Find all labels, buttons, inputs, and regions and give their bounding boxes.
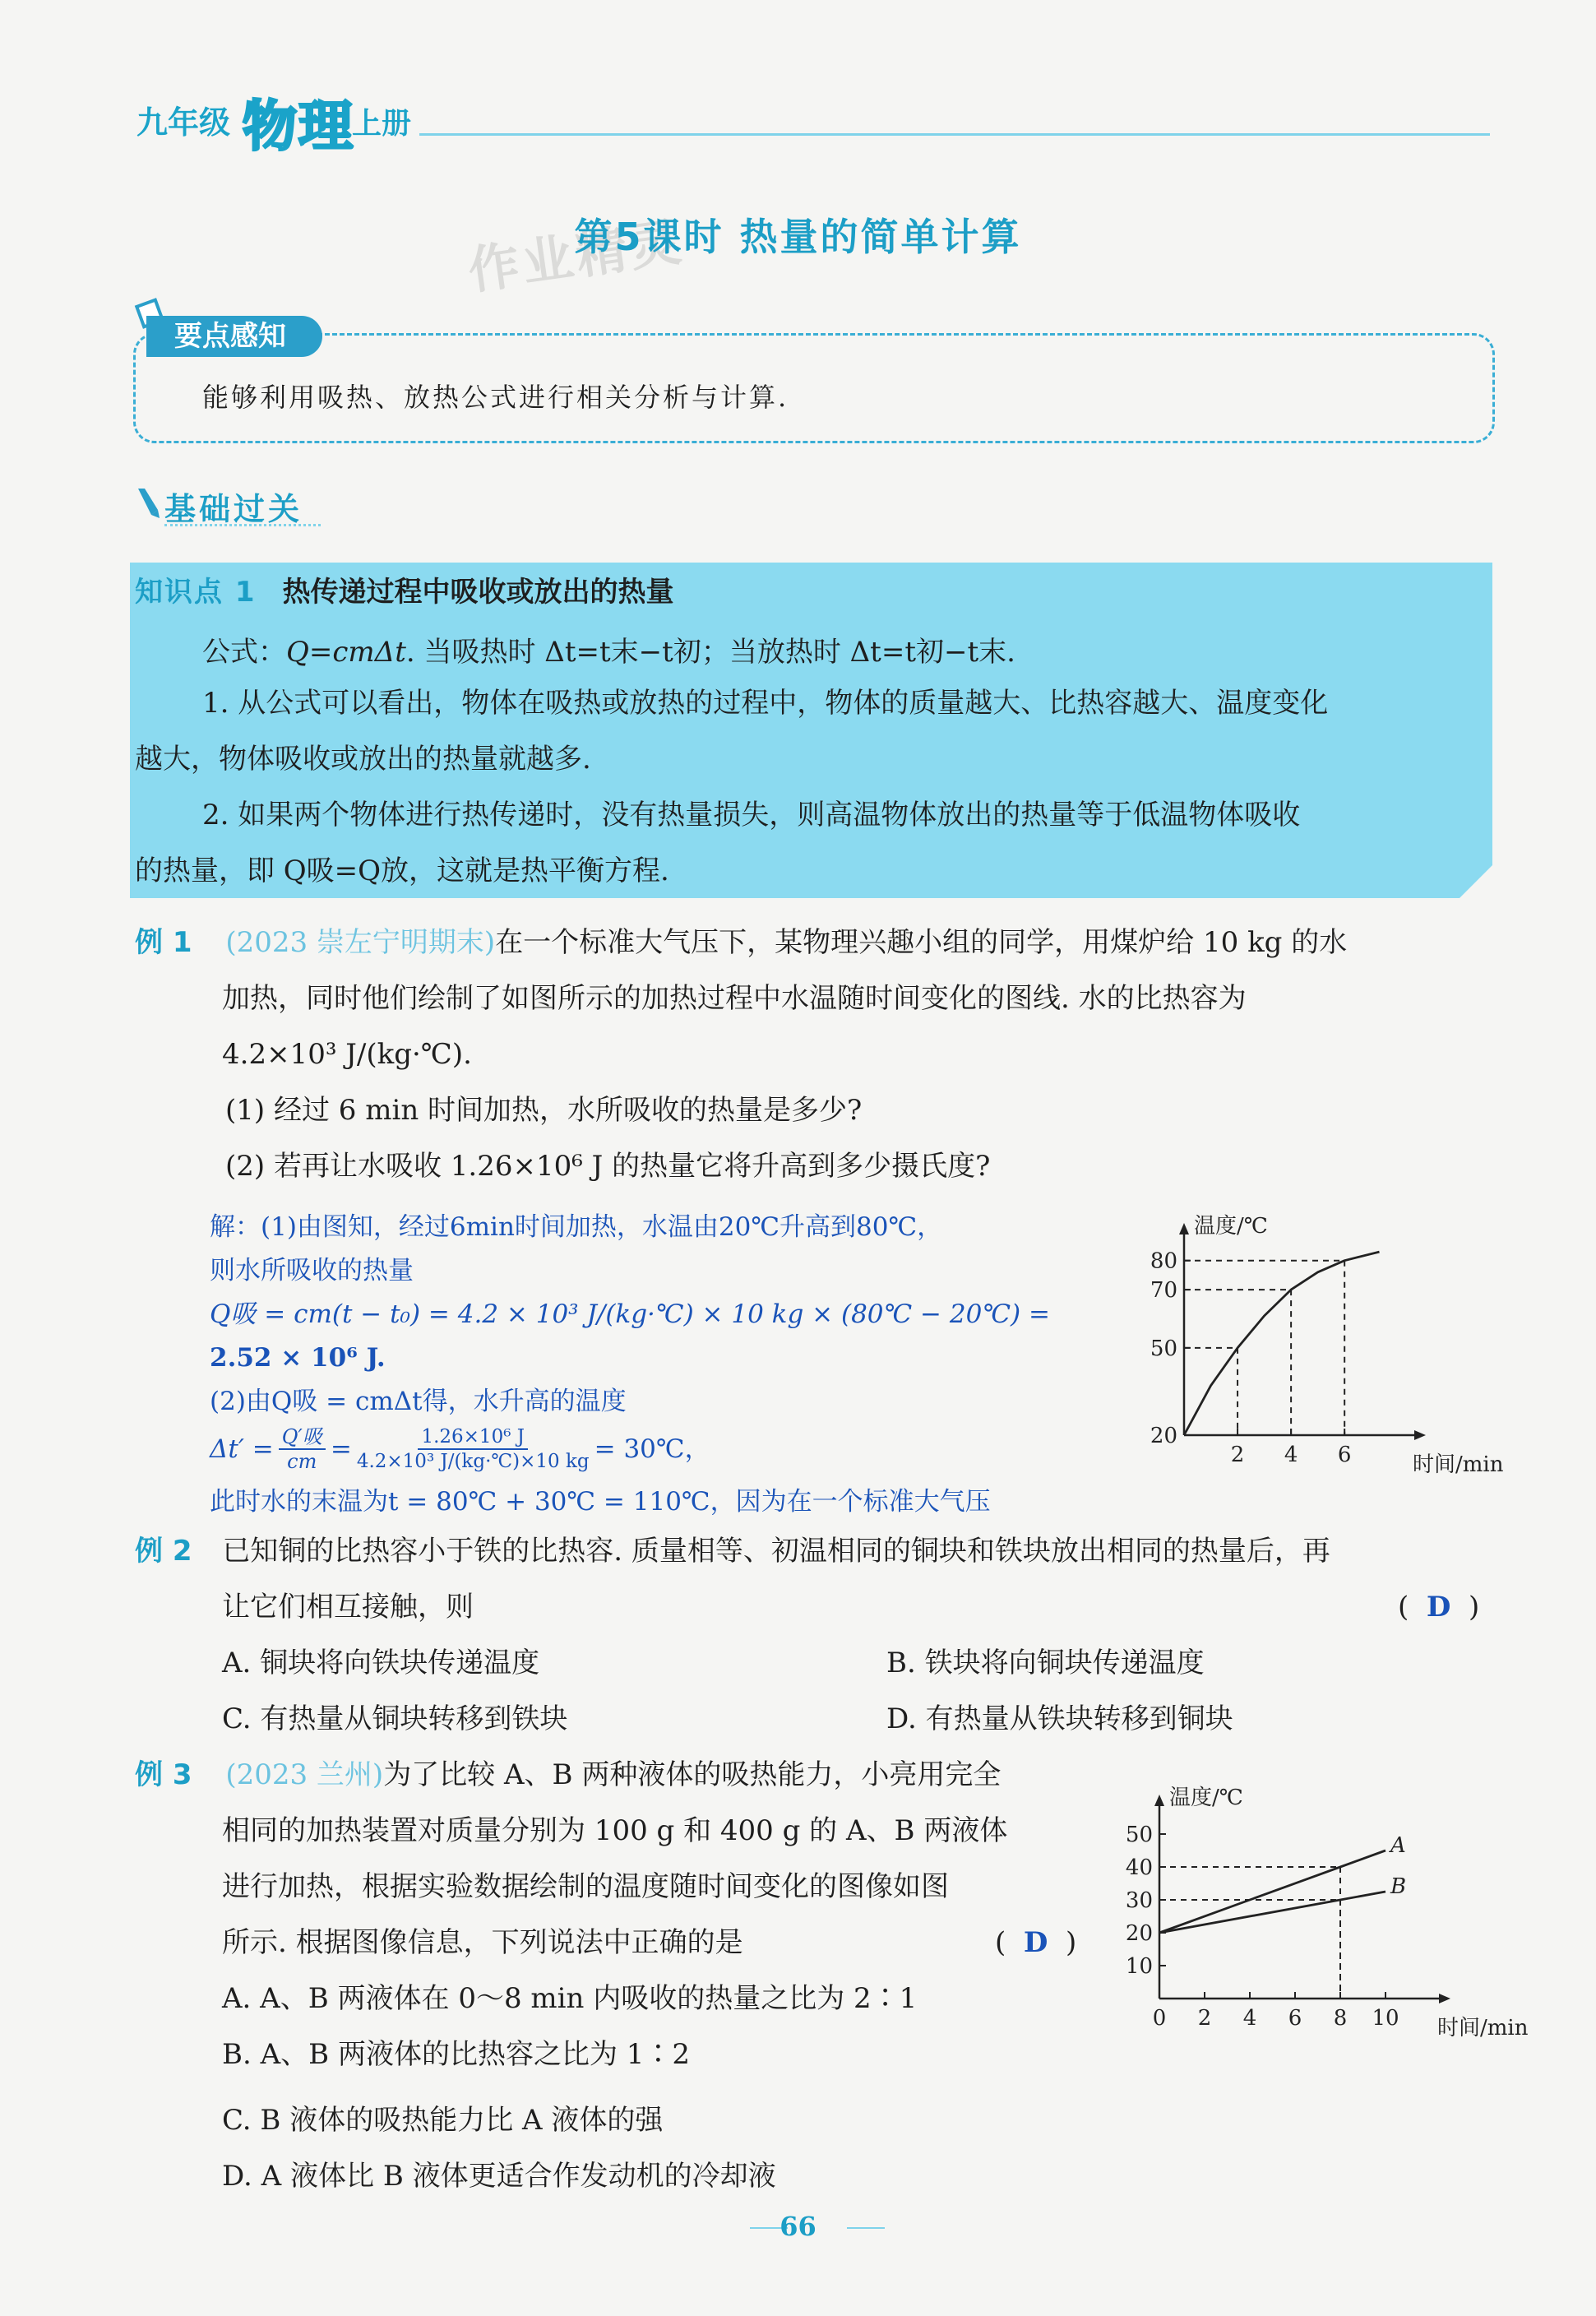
knowledge-p2a: 2. 如果两个物体进行热传递时，没有热量损失，则高温物体放出的热量等于低温物体吸收 (202, 799, 1301, 831)
chart-water-temperature (1135, 1193, 1513, 1497)
y-tick-label: 50 (1125, 1823, 1153, 1847)
formula-main: Q=cmΔt (286, 636, 406, 669)
fraction-1-num: Q′吸 (279, 1425, 326, 1450)
knowledge-formula (202, 623, 1015, 681)
example1-q1: (1) 经过 6 min 时间加热，水所吸收的热量是多少? (225, 1094, 863, 1127)
delta-t: Δt′ = (210, 1434, 274, 1464)
pencil-icon (133, 485, 163, 518)
example3-label: 例 3 (135, 1758, 192, 1791)
series-line-B (1159, 1892, 1386, 1933)
y-tick-label: 20 (1150, 1424, 1177, 1448)
example2-line2: 让它们相互接触，则 (222, 1591, 474, 1624)
example1-line3: 4.2×10³ J/(kg·℃). (222, 1038, 472, 1071)
example2-option-c: C. 有热量从铜块转移到铁块 (222, 1702, 568, 1735)
example1-source: (2023 崇左宁明期末) (225, 926, 496, 959)
x-tick-label: 0 (1152, 2006, 1167, 2031)
knowledge-title: 热传递过程中吸收或放出的热量 (282, 576, 674, 609)
basics-underline (164, 524, 321, 526)
x-axis-label: 时间/min (1437, 2016, 1529, 2040)
example3-line4: 所示. 根据图像信息，下列说法中正确的是 (222, 1926, 743, 1959)
solution-line3: Q吸 = cm(t − t₀) = 4.2 × 10³ J/(kg·℃) × 10 kg × (80℃ − 20℃) = (210, 1299, 1050, 1329)
example3-option-c: C. B 液体的吸热能力比 A 液体的强 (222, 2104, 664, 2137)
y-axis-arrow (1179, 1223, 1189, 1234)
example2-line1 (135, 1523, 1330, 1580)
y-axis-label: 温度/℃ (1194, 1214, 1268, 1239)
solution-line4: 2.52 × 10⁶ J. (210, 1343, 386, 1373)
example3-source: (2023 兰州) (225, 1758, 384, 1791)
x-axis-arrow (1414, 1430, 1426, 1440)
chart-ab-temperature (1118, 1752, 1529, 2064)
y-tick-label: 80 (1150, 1248, 1177, 1274)
example3-answer: D (1023, 1926, 1048, 1959)
example1-q2: (2) 若再让水吸收 1.26×10⁶ J 的热量它将升高到多少摄氏度? (225, 1150, 991, 1183)
x-tick-label: 6 (1288, 2006, 1302, 2031)
solution-line1: 解：(1)由图知，经过6min时间加热，水温由20℃升高到80℃， (210, 1212, 943, 1242)
x-axis-arrow (1439, 1994, 1450, 2003)
example2-text1: 已知铜的比热容小于铁的比热容. 质量相等、初温相同的铜块和铁块放出相同的热量后，再 (222, 1535, 1330, 1568)
example1-label: 例 1 (135, 926, 192, 959)
page-number: 66 (779, 2211, 817, 2242)
example3-option-d: D. A 液体比 B 液体更适合作发动机的冷却液 (222, 2160, 776, 2193)
series-line-A (1159, 1850, 1386, 1933)
x-tick-label: 6 (1337, 1443, 1352, 1467)
fraction-result: = 30℃， (594, 1434, 710, 1464)
x-axis-label: 时间/min (1413, 1452, 1504, 1477)
y-axis-arrow (1154, 1795, 1164, 1806)
example1-text1: 在一个标准大气压下，某物理兴趣小组的同学，用煤炉给 10 kg 的水 (495, 926, 1348, 959)
solution-line6 (210, 1423, 710, 1475)
knowledge-p1b: 越大，物体吸收或放出的热量就越多. (135, 743, 591, 776)
y-tick-label: 20 (1125, 1921, 1153, 1946)
x-tick-label: 4 (1284, 1443, 1298, 1467)
y-tick-label: 70 (1150, 1278, 1177, 1304)
example3-option-a: A. A、B 两液体在 0～8 min 内吸收的热量之比为 2∶1 (222, 1982, 918, 2015)
example2-option-a: A. 铜块将向铁块传递温度 (222, 1647, 540, 1679)
example2-label: 例 2 (135, 1535, 192, 1568)
solution-line7: 此时水的末温为t = 80℃ + 30℃ = 110℃，因为在一个标准大气压 (210, 1487, 991, 1517)
fraction-1 (279, 1425, 326, 1473)
series-label-B: B (1390, 1874, 1407, 1899)
formula-prefix: 公式： (202, 636, 286, 669)
example2-option-d: D. 有热量从铁块转移到铜块 (886, 1702, 1233, 1735)
example3-answer-bracket: ( D ) (995, 1926, 1077, 1959)
key-points-tag: 要点感知 (146, 316, 322, 357)
formula-rest: . 当吸热时 Δt=t末−t初；当放热时 Δt=t初−t末. (405, 636, 1015, 669)
fraction-2-den: 4.2×10³ J/(kg·℃)×10 kg (356, 1451, 590, 1472)
knowledge-p2b: 的热量，即 Q吸=Q放，这就是热平衡方程. (135, 855, 669, 887)
example2-answer: D (1426, 1591, 1451, 1624)
fraction-2-num: 1.26×10⁶ J (418, 1425, 528, 1450)
series-label-A: A (1390, 1833, 1406, 1858)
x-tick-label: 2 (1230, 1443, 1245, 1467)
header-rule (419, 133, 1490, 136)
knowledge-heading (135, 569, 674, 609)
x-tick-label: 8 (1333, 2006, 1348, 2031)
y-tick-label: 30 (1125, 1888, 1153, 1913)
solution-line2: 则水所吸收的热量 (210, 1256, 414, 1285)
example3-text1: 为了比较 A、B 两种液体的吸热能力，小亮用完全 (383, 1758, 1002, 1791)
example3-line3: 进行加热，根据实验数据绘制的温度随时间变化的图像如图 (222, 1870, 949, 1903)
header-grade: 九年级 (136, 104, 231, 141)
example2-answer-bracket: ( D ) (1398, 1591, 1480, 1624)
fraction-2 (357, 1425, 590, 1473)
example2-option-b: B. 铁块将向铜块传递温度 (886, 1647, 1205, 1679)
x-tick-label: 10 (1372, 2006, 1399, 2031)
equals-sign: = (330, 1434, 352, 1464)
x-tick-label: 2 (1197, 2006, 1212, 2031)
example3-line2: 相同的加热装置对质量分别为 100 g 和 400 g 的 A、B 两液体 (222, 1814, 1008, 1847)
y-tick-label: 50 (1150, 1336, 1177, 1361)
solution-line5: (2)由Q吸 = cmΔt得，水升高的温度 (210, 1387, 627, 1416)
y-tick-label: 10 (1125, 1954, 1153, 1979)
example1-line1 (135, 915, 1347, 971)
header-volume: 上册 (352, 107, 412, 141)
knowledge-label: 知识点 1 (135, 576, 257, 609)
watermark-stamp: 作业精灵 (464, 211, 688, 301)
basics-label: 基础过关 (164, 491, 303, 527)
y-tick-label: 40 (1125, 1855, 1153, 1880)
series-line-水温 (1184, 1252, 1380, 1435)
fraction-1-den: cm (287, 1450, 317, 1473)
header-subject: 物理 (243, 95, 354, 158)
example3-line1 (135, 1747, 1001, 1804)
x-tick-label: 4 (1242, 2006, 1257, 2031)
y-axis-label: 温度/℃ (1169, 1786, 1243, 1810)
lesson-title: 第5课时 热量的简单计算 (574, 215, 1022, 259)
key-points-text: 能够利用吸热、放热公式进行相关分析与计算. (202, 382, 789, 413)
example1-line2: 加热，同时他们绘制了如图所示的加热过程中水温随时间变化的图线. 水的比热容为 (222, 982, 1247, 1015)
knowledge-p1a: 1. 从公式可以看出，物体在吸热或放热的过程中，物体的质量越大、比热容越大、温度变化 (202, 687, 1329, 720)
example3-option-b: B. A、B 两液体的比热容之比为 1∶2 (222, 2038, 691, 2071)
